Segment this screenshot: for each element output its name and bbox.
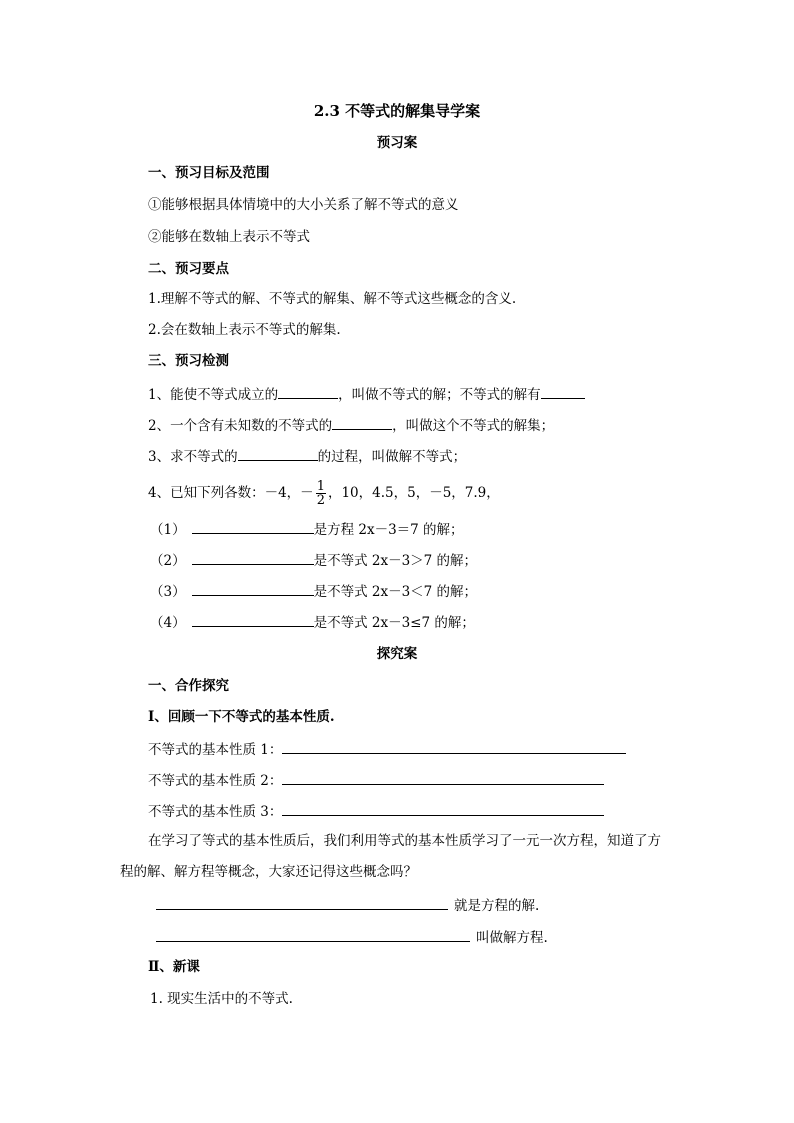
answer-blank[interactable] [282,769,604,785]
answer-blank[interactable] [156,926,470,942]
sec2-heading: 二、预习要点 [148,261,229,277]
question-4-text-a: 4、已知下列各数：－4，－ [148,485,314,501]
sec1-heading: 一、预习目标及范围 [148,165,270,181]
sub-text: 是不等式 2x－3≤7 的解； [313,615,475,631]
property-3-label: 不等式的基本性质 3： [148,804,283,820]
property-1-label: 不等式的基本性质 1： [148,742,283,758]
answer-blank[interactable] [332,414,392,430]
property-3 [148,800,604,822]
question-3 [148,445,466,467]
answer-blank[interactable] [541,383,585,399]
fraction [316,480,326,507]
question-3-text-b: 的过程，叫做解不等式； [317,449,467,465]
sec3-heading: 三、预习检测 [148,353,229,369]
explore-heading: 探究案 [376,646,418,662]
sub-label: （4） [150,615,186,631]
question-2 [148,414,554,436]
question-2-text-a: 2、一个含有未知数的不等式的 [148,418,333,434]
question-2-text-b: ，叫做这个不等式的解集； [392,418,555,434]
sec1-item-2: ②能够在数轴上表示不等式 [148,229,310,245]
sub-label: （1） [150,522,186,538]
question-4-text-b: ，10，4.5，5，－5，7.9， [327,485,500,501]
fraction-denominator: 2 [316,493,325,508]
property-2-label: 不等式的基本性质 2： [148,773,283,789]
review-heading: Ⅰ、回顾一下不等式的基本性质. [148,709,335,725]
new-lesson-heading: Ⅱ、新课 [148,959,200,975]
answer-blank[interactable] [192,580,314,596]
fill-line-1 [156,894,539,916]
property-2 [148,769,604,791]
fill-line-2-text: 叫做解方程. [476,930,548,946]
sub-question-2 [150,549,477,571]
question-3-text-a: 3、求不等式的 [148,449,238,465]
question-1-text-a: 1、能使不等式成立的 [148,387,279,403]
sub-label: （2） [150,553,186,569]
answer-blank[interactable] [192,518,314,534]
fill-line-2 [156,926,548,948]
answer-blank[interactable] [156,894,448,910]
coop-heading: 一、合作探究 [148,678,229,694]
question-4 [148,480,500,507]
answer-blank[interactable] [282,738,626,754]
answer-blank[interactable] [282,800,604,816]
doc-title: 2.3 不等式的解集导学案 [313,102,481,120]
property-1 [148,738,626,760]
sub-question-4 [150,611,475,633]
sub-question-3 [150,580,477,602]
preview-heading: 预习案 [376,135,418,151]
answer-blank[interactable] [192,611,314,627]
sec1-item-1: ①能够根据具体情境中的大小关系了解不等式的意义 [148,197,459,213]
sub-text: 是方程 2x－3＝7 的解； [313,522,464,538]
sec2-item-2: 2.会在数轴上表示不等式的解集. [148,322,341,338]
answer-blank[interactable] [238,445,318,461]
sub-label: （3） [150,584,186,600]
sub-text: 是不等式 2x－3＜7 的解； [313,584,478,600]
answer-blank[interactable] [278,383,338,399]
sec2-item-1: 1.理解不等式的解、不等式的解集、解不等式这些概念的含义. [148,291,517,307]
fill-line-1-text: 就是方程的解. [454,898,540,914]
fraction-numerator: 1 [316,479,325,494]
paragraph-line-1: 在学习了等式的基本性质后，我们利用等式的基本性质学习了一元一次方程，知道了方 [148,833,661,849]
answer-blank[interactable] [192,549,314,565]
sub-text: 是不等式 2x－3＞7 的解； [313,553,478,569]
question-1 [148,383,585,405]
new-lesson-item-1: 1. 现实生活中的不等式. [150,991,293,1007]
sub-question-1 [150,518,464,540]
question-1-text-b: ，叫做不等式的解；不等式的解有 [338,387,541,403]
paragraph-line-2: 程的解、解方程等概念，大家还记得这些概念吗？ [120,864,417,880]
